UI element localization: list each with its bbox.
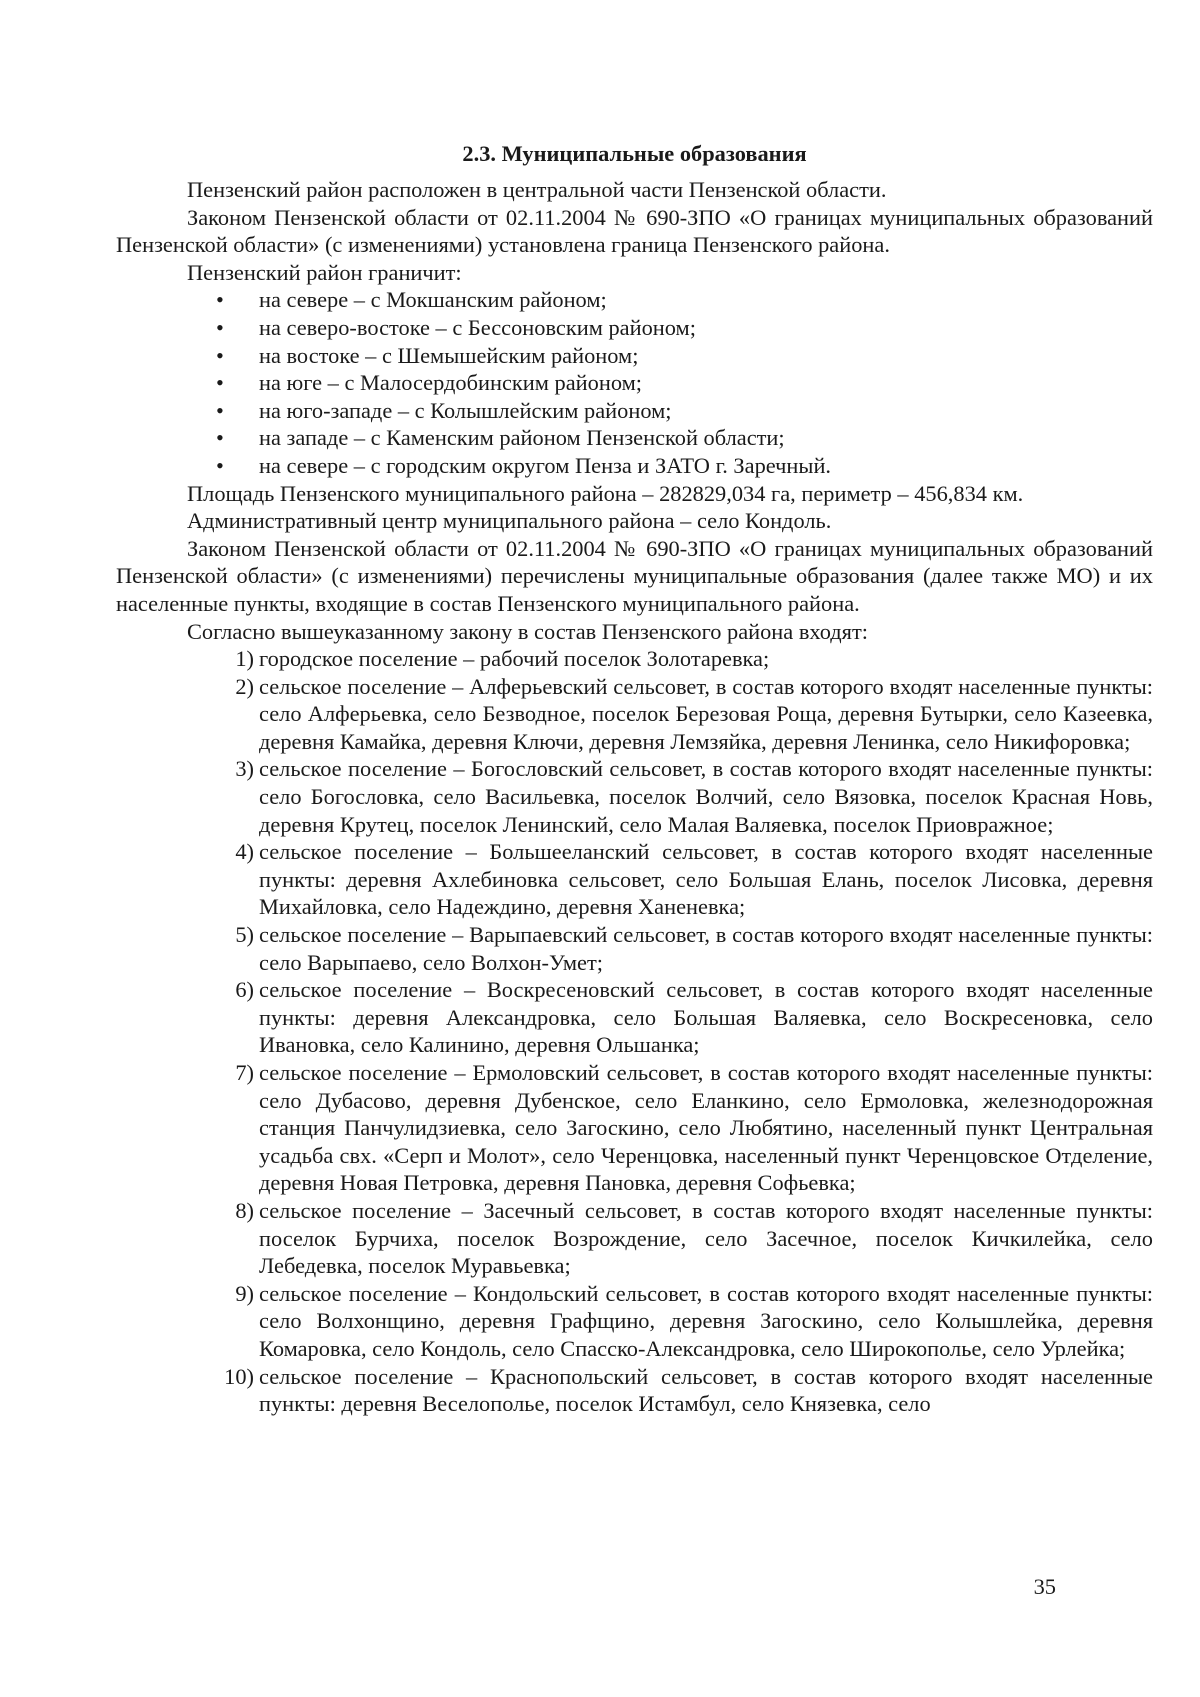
paragraph: Пензенский район расположен в центральной части Пензенской области. [187,177,887,202]
borders-list [116,286,1153,479]
bullet-icon: • [216,397,224,423]
list-item [116,755,1153,838]
list-item [116,286,1153,314]
bullet-icon: • [216,342,224,368]
list-item [116,1059,1153,1197]
list-item-text: на востоке – с Шемышейским районом; [259,342,639,368]
list-number: 9) [235,1280,254,1306]
bullet-icon: • [216,314,224,340]
paragraph: Административный центр муниципального района – село Кондоль. [187,508,832,534]
list-item-text: сельское поселение – Краснопольский сельсовет, в состав которого входят населенные пункты: деревня Веселополье, поселок Истамбул, село Князевка, село [259,1363,1153,1417]
list-item-text: сельское поселение – Кондольский сельсовет, в состав которого входят населенные пункты: село Волхонщино, деревня Графщино, деревня Загоскино, село Колышлейка, деревня Комаровка, село Кондоль, село Спасско-Александровка, село Широкополье, село Урлейка; [259,1280,1153,1361]
list-item [116,976,1153,1059]
document-page [116,140,1153,1418]
list-number: 4) [235,839,254,865]
list-number: 8) [235,1197,254,1223]
list-item [116,314,1153,342]
list-number: 7) [235,1060,254,1085]
list-item-text: сельское поселение – Алферьевский сельсовет, в состав которого входят населенные пункты: село Алферьевка, село Безводное, поселок Березовая Роща, деревня Бутырки, село Казеевка, деревня Камайка, деревня Ключи, деревня Лемзяйка, деревня Ленинка, село Никифоровка; [259,673,1153,754]
paragraph: Законом Пензенской области от 02.11.2004 № 690-ЗПО «О границах муниципальных образований Пензенской области» (с изменениями) перечислены муниципальные образования (далее также МО) и их населенные пункты, входящие в состав Пензенского муниципального района. [116,535,1153,616]
bullet-icon: • [216,452,224,478]
list-item [116,838,1153,921]
list-item [116,921,1153,976]
list-number: 2) [235,673,254,699]
list-item [116,673,1153,756]
municipalities-list [116,645,1153,1418]
list-item-text: сельское поселение – Варыпаевский сельсовет, в состав которого входят населенные пункты: село Варыпаево, село Волхон-Умет; [259,922,1153,975]
list-item [116,342,1153,370]
list-item [116,1280,1153,1363]
list-item-text: сельское поселение – Воскресеновский сельсовет, в состав которого входят населенные пункты: деревня Александровка, село Большая Валяевка, село Воскресеновка, село Ивановка, село Калинино, деревня Ольшанка; [259,977,1153,1058]
list-number: 1) [235,646,254,672]
paragraph: Согласно вышеуказанному закону в состав Пензенского района входят: [187,618,868,644]
list-item-text: городское поселение – рабочий поселок Золотаревка; [259,646,770,672]
list-item-text: на севере – с Мокшанским районом; [259,287,607,313]
list-item-text: на северо-востоке – с Бессоновским районом; [259,314,696,340]
list-number: 3) [235,756,254,782]
list-number: 10) [224,1363,254,1389]
page-number: 35 [1033,1574,1056,1599]
bullet-icon: • [216,425,224,451]
list-item [116,397,1153,425]
section-heading: 2.3. Муниципальные образования [462,141,807,166]
list-item-text: сельское поселение – Большееланский сельсовет, в состав которого входят населенные пункты: деревня Ахлебиновка сельсовет, село Большая Елань, поселок Лисовка, деревня Михайловка, село Надеждино, деревня Ханеневка; [259,839,1153,920]
list-item-text: сельское поселение – Богословский сельсовет, в состав которого входят населенные пункты: село Богословка, село Васильевка, поселок Волчий, село Вязовка, поселок Красная Новь, деревня Крутец, поселок Ленинский, село Малая Валяевка, поселок Приовражное; [259,756,1153,837]
list-item-text: сельское поселение – Ермоловский сельсовет, в состав которого входят населенные пункты: село Дубасово, деревня Дубенское, село Еланкино, село Ермоловка, железнодорожная станция Панчулидзиевка, село Загоскино, село Любятино, населенный пункт Центральная усадьба свх. «Серп и Молот», село Черенцовка, населенный пункт Черенцовское Отделение, деревня Новая Петровка, деревня Пановка, деревня Софьевка; [259,1060,1153,1196]
list-item-text: на севере – с городским округом Пенза и ЗАТО г. Заречный. [259,452,832,478]
paragraph: Законом Пензенской области от 02.11.2004 № 690-ЗПО «О границах муниципальных образований Пензенской области» (с изменениями) установлена граница Пензенского района. [116,204,1153,258]
list-item-text: сельское поселение – Засечный сельсовет, в состав которого входят населенные пункты: поселок Бурчиха, поселок Возрождение, село Засечное, поселок Кичкилейка, село Лебедевка, поселок Муравьевка; [259,1197,1153,1279]
bullet-icon: • [216,287,224,313]
paragraph: Пензенский район граничит: [187,259,462,285]
list-item [116,424,1153,452]
list-item-text: на юго-западе – с Колышлейским районом; [259,397,672,423]
paragraph: Площадь Пензенского муниципального района – 282829,034 га, периметр – 456,834 км. [187,480,1024,506]
list-item [116,452,1153,480]
list-item [116,369,1153,397]
list-item [116,1363,1153,1418]
list-item [116,645,1153,673]
list-number: 6) [235,977,254,1003]
list-number: 5) [235,922,254,948]
list-item-text: на юге – с Малосердобинским районом; [259,370,642,396]
bullet-icon: • [216,370,224,396]
list-item-text: на западе – с Каменским районом Пензенской области; [259,425,785,451]
list-item [116,1197,1153,1280]
